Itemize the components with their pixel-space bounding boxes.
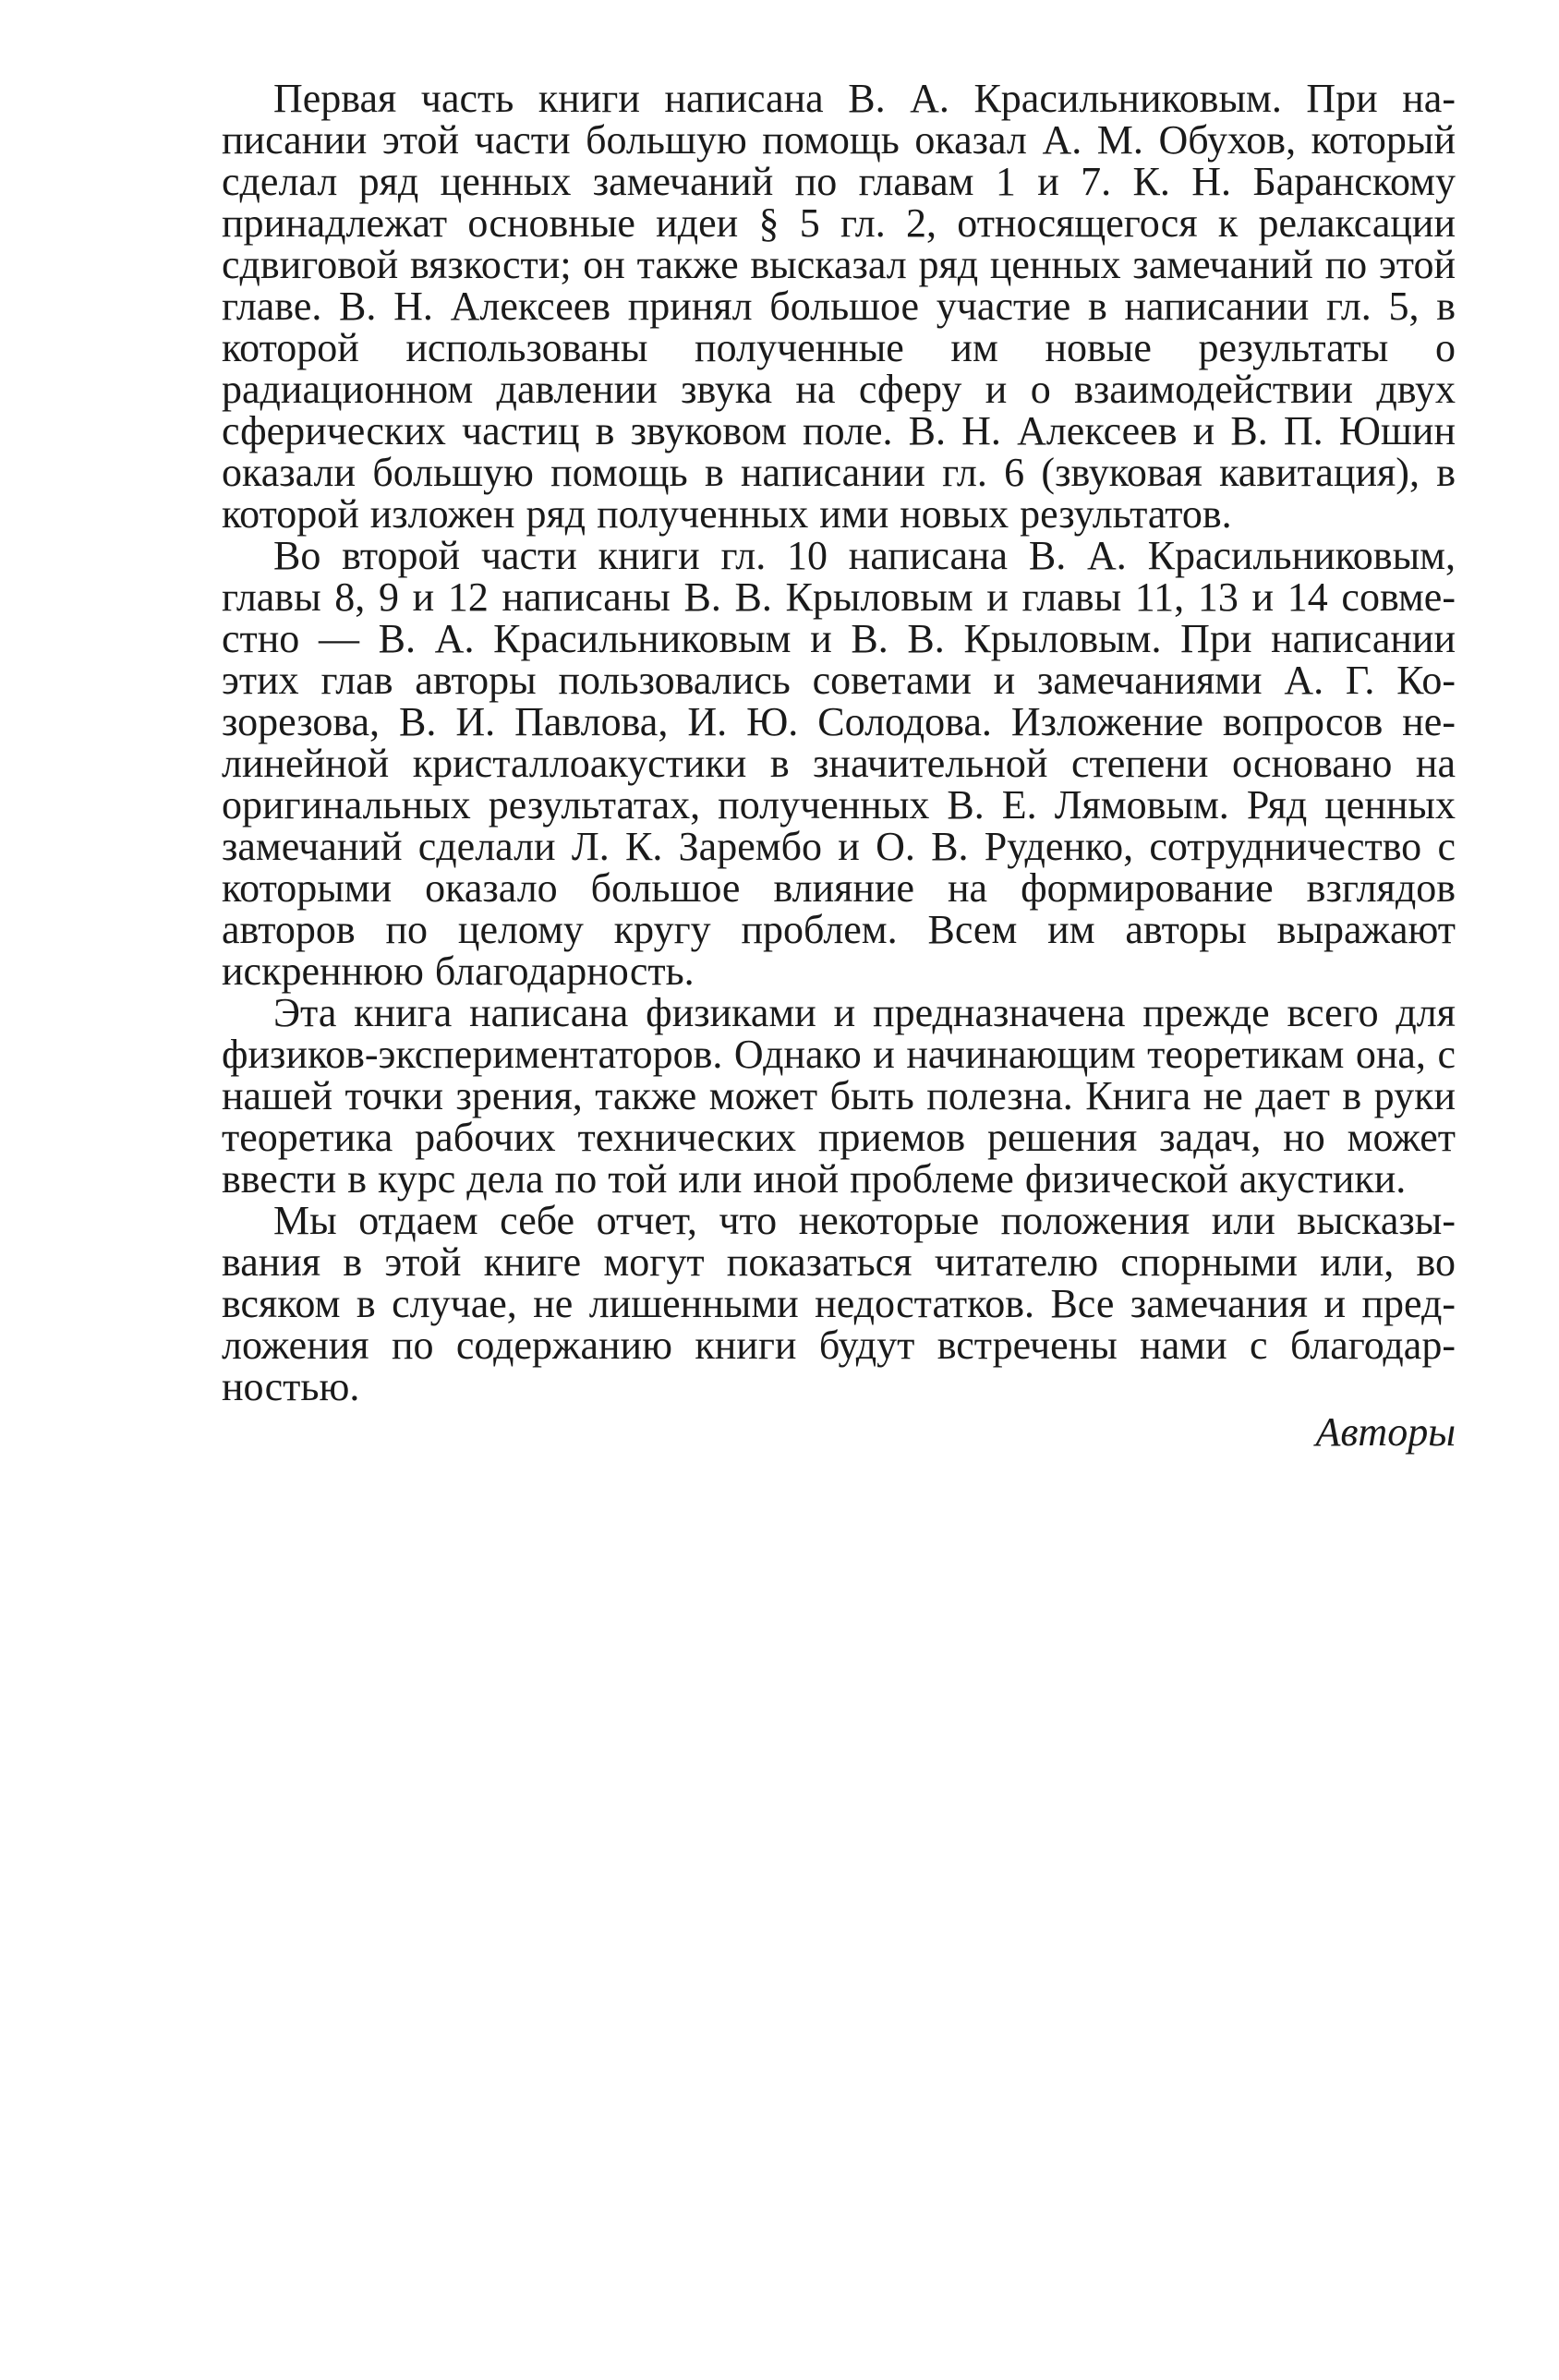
paragraph-remarks: Мы отдаем себе отчет, что некоторые положения или высказывания в этой книге могут показаться читателю спорными или, во всяком в случае, не лишенными недостатков. Все замечания и предложения по содержанию книги будут встречены нами с благодарностью. xyxy=(222,1198,1456,1409)
paragraph-authorship-part-two: Во второй части книги гл. 10 написана В. А. Красильниковым, главы 8, 9 и 12 написаны В. В. Крыловым и главы 11, 13 и 14 совместно — В. А. Красильниковым и В. В. Крыловым. При написании этих глав авторы пользовались советами и замечаниями А. Г. Козорезова, В. И. Павлова, И. Ю. Солодова. Изложение вопросов нелинейной кристаллоакустики в значительной степени основано на оригинальных результатах, полученных В. Е. Лямовым. Ряд ценных замечаний сделали Л. К. Зарембо и О. В. Руденко, сотрудничество с которыми оказало большое влияние на формирование взглядов авторов по целому кругу проблем. Всем им авторы выражают искреннюю благодарность. xyxy=(222,533,1456,994)
signature-authors: Авторы xyxy=(1315,1409,1456,1455)
preface-page xyxy=(222,78,1456,1453)
paragraph-audience: Эта книга написана физиками и предназначена прежде всего для физиков-экспериментаторов. Однако и начинающим теоретикам она, с нашей точки зрения, также может быть полезна. Книга не дает в руки теоретика рабочих технических приемов решения задач, но может ввести в курс дела по той или иной проблеме физической акустики. xyxy=(222,990,1456,1202)
paragraph-authorship-part-one: Первая часть книги написана В. А. Красильниковым. При написании этой части большую помощь оказал А. М. Обухов, который сделал ряд ценных замечаний по главам 1 и 7. К. Н. Баранскому принадлежат основные идеи § 5 гл. 2, относящегося к релаксации сдвиговой вязкости; он также высказал ряд ценных замечаний по этой главе. В. Н. Алексеев принял большое участие в написании гл. 5, в которой использованы полученные им новые результаты о радиационном давлении звука на сферу и о взаимодействии двух сферических частиц в звуковом поле. В. Н. Алексеев и В. П. Юшин оказали большую помощь в написании гл. 6 (звуковая кавитация), в которой изложен ряд полученных ими новых результатов. xyxy=(222,76,1456,537)
